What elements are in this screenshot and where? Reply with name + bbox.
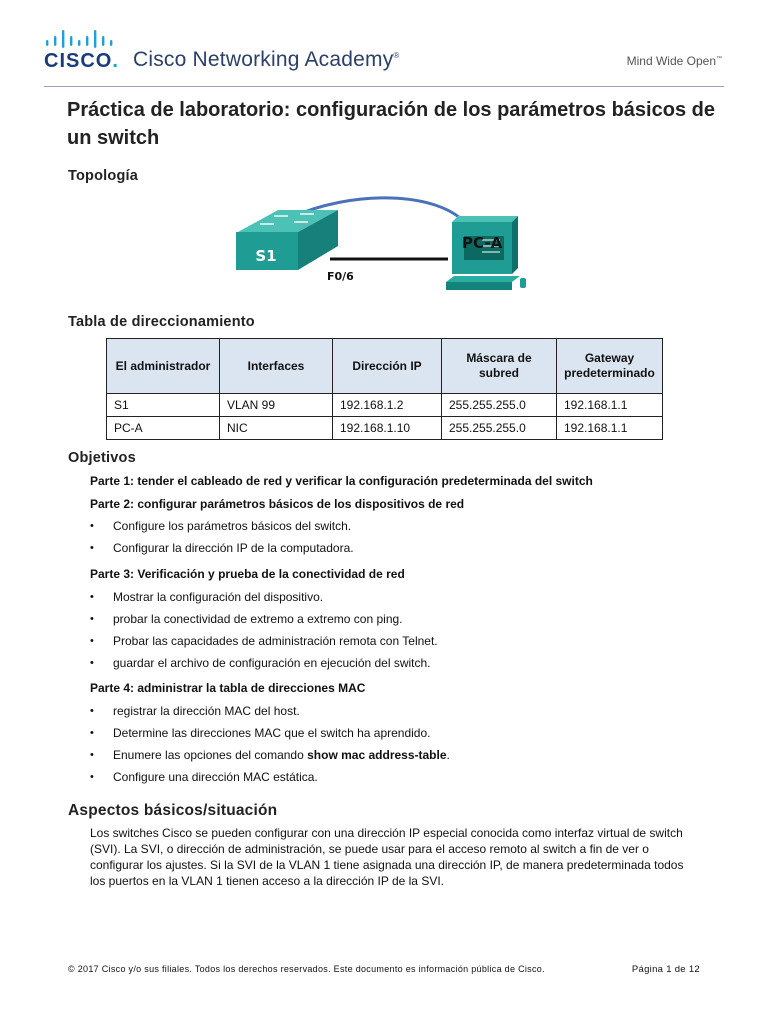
addressing-table xyxy=(106,338,663,440)
parte-4-list xyxy=(90,700,450,788)
page-header xyxy=(0,0,768,90)
pc-label: PC-A xyxy=(462,234,503,252)
table-cell: VLAN 99 xyxy=(220,394,333,417)
aspectos-paragraph: Los switches Cisco se pueden configurar con una dirección IP especial conocida como interfaz virtual de switch (SVI). La SVI, o dirección de administración, se puede usar para el acceso remoto al switch a fin de ver o configurar los ajustes. Si la SVI de la VLAN 1 tiene asignada una dirección IP, de manera predeterminada todos los puertos en la VLAN 1 tienen acceso a la dirección IP de la SVI. xyxy=(90,826,684,888)
list-item: • probar la conectividad de extremo a extremo con ping. xyxy=(90,608,438,630)
topology-diagram xyxy=(230,196,540,296)
networking-academy-title: Cisco Networking Academy® xyxy=(133,48,400,71)
table-cell: 192.168.1.1 xyxy=(557,394,663,417)
parte-2-list xyxy=(90,515,354,559)
switch-label: S1 xyxy=(255,247,277,265)
list-item: • registrar la dirección MAC del host. xyxy=(90,700,450,722)
list-item: • Configure una dirección MAC estática. xyxy=(90,766,450,788)
table-cell: PC-A xyxy=(107,417,220,440)
list-item: • Determine las direcciones MAC que el switch ha aprendido. xyxy=(90,722,450,744)
table-cell: 192.168.1.2 xyxy=(333,394,442,417)
col-header: Interfaces xyxy=(220,339,333,394)
cisco-bars-icon xyxy=(44,28,120,50)
footer-page-number: Página 1 de 12 xyxy=(631,964,700,975)
command-text: show mac address-table xyxy=(307,748,447,762)
pc-a-icon xyxy=(446,216,526,290)
list-item: • Configure los parámetros básicos del switch. xyxy=(90,515,354,537)
table-cell: NIC xyxy=(220,417,333,440)
parte-4: Parte 4: administrar la tabla de direcciones MAC xyxy=(90,681,366,695)
table-cell: 192.168.1.1 xyxy=(557,417,663,440)
col-header: El administrador xyxy=(107,339,220,394)
header-divider xyxy=(44,86,724,87)
table-cell: 255.255.255.0 xyxy=(442,417,557,440)
tagline: Mind Wide Open™ xyxy=(626,54,722,68)
parte-3-list xyxy=(90,586,438,674)
footer-copyright: © 2017 Cisco y/o sus filiales. Todos los derechos reservados. Este documento es información pública de Cisco. xyxy=(68,964,545,974)
table-cell: 192.168.1.10 xyxy=(333,417,442,440)
port-label: F0/6 xyxy=(327,270,354,283)
list-item: • Enumere las opciones del comando show mac address-table. xyxy=(90,744,450,766)
cisco-logo xyxy=(44,28,120,76)
table-header-row xyxy=(107,339,663,394)
switch-s1-icon xyxy=(236,210,338,270)
list-item: • Configurar la dirección IP de la computadora. xyxy=(90,537,354,559)
objetivos-heading: Objetivos xyxy=(68,450,136,466)
cisco-wordmark: CISCO. xyxy=(44,50,119,72)
tabla-heading: Tabla de direccionamiento xyxy=(68,314,255,330)
list-item: • Mostrar la configuración del dispositivo. xyxy=(90,586,438,608)
table-row xyxy=(107,394,663,417)
list-item: • Probar las capacidades de administración remota con Telnet. xyxy=(90,630,438,652)
topologia-heading: Topología xyxy=(68,168,138,184)
aspectos-heading: Aspectos básicos/situación xyxy=(68,802,278,819)
table-row xyxy=(107,417,663,440)
col-header: Gateway predeterminado xyxy=(557,339,663,394)
col-header: Máscara de subred xyxy=(442,339,557,394)
document-title: Práctica de laboratorio: configuración de los parámetros básicos de un switch xyxy=(67,99,715,149)
parte-1: Parte 1: tender el cableado de red y verificar la configuración predeterminada del switch xyxy=(90,474,593,488)
table-cell: S1 xyxy=(107,394,220,417)
parte-3: Parte 3: Verificación y prueba de la conectividad de red xyxy=(90,567,405,581)
list-item: • guardar el archivo de configuración en ejecución del switch. xyxy=(90,652,438,674)
col-header: Dirección IP xyxy=(333,339,442,394)
parte-2: Parte 2: configurar parámetros básicos de los dispositivos de red xyxy=(90,497,465,511)
table-cell: 255.255.255.0 xyxy=(442,394,557,417)
